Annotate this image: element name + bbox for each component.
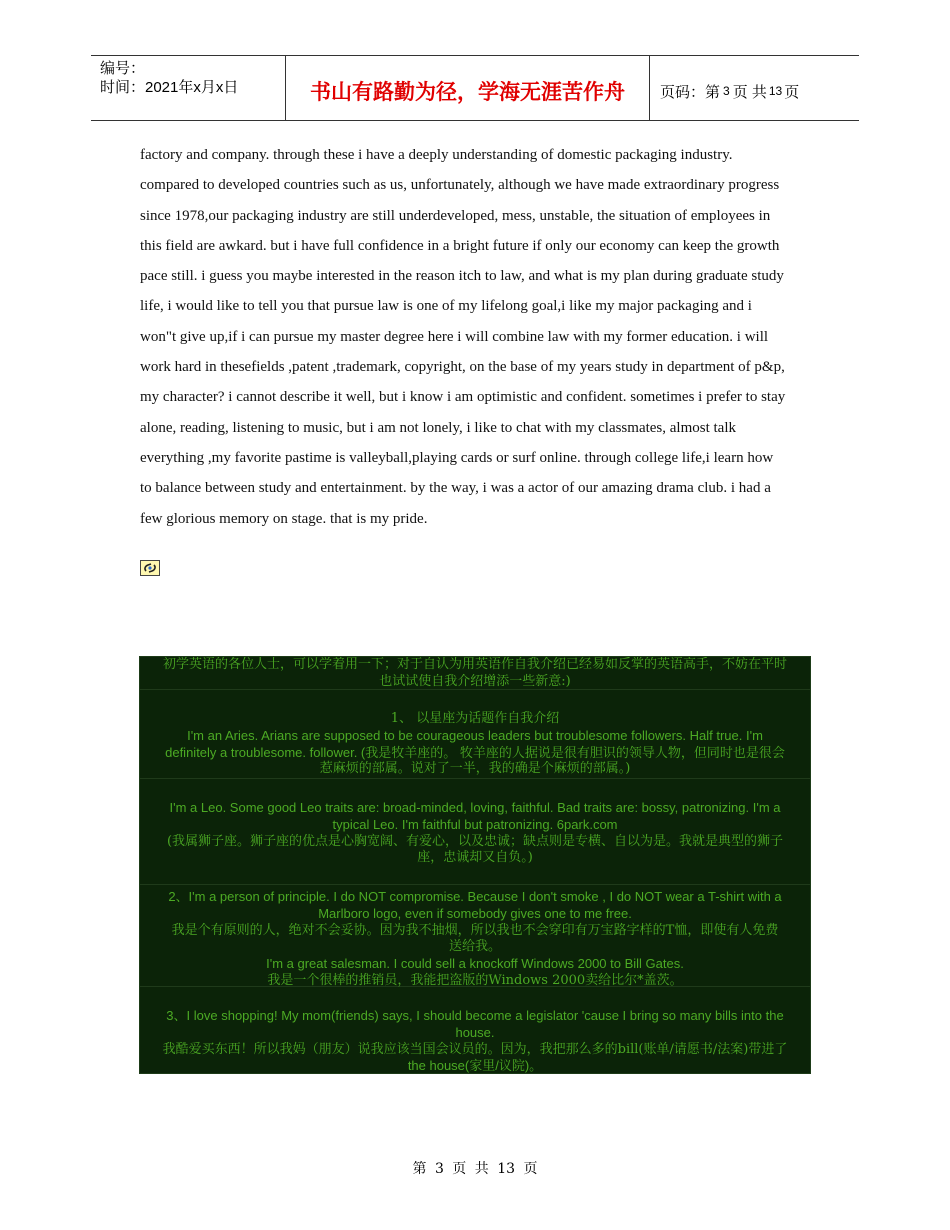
page-footer: 第 3 页 共 13 页 <box>412 1161 538 1177</box>
panel-line: 也试试使自我介绍增添一些新意:) <box>379 673 571 689</box>
body-line: compared to developed countries such as us, unfortunately, although we have made extraordinary progress <box>140 177 780 194</box>
panel-line: (我属狮子座。狮子座的优点是心胸宽阔、有爱心，以及忠诚；缺点则是专横、自以为是。我就是典型的狮子 <box>166 833 784 849</box>
page-prefix: 页码：第 <box>660 83 721 101</box>
page-mid: 页 共 <box>732 83 767 101</box>
panel-line: 初学英语的各位人士，可以学着用一下；对于自认为用英语作自我介绍已经易如反掌的英语高手，不妨在平时 <box>162 657 787 672</box>
panel-line: I'm a Leo. Some good Leo traits are: broad-minded, loving, faithful. Bad traits are: bossy, patronizing. I'm a <box>169 800 781 815</box>
header-number-label: 编号： <box>100 60 146 77</box>
body-line: alone, reading, listening to music, but i am not lonely, i like to chat with my classmates, almost talk <box>140 419 737 436</box>
body-line: since 1978,our packaging industry are still underdeveloped, mess, unstable, the situation of employees in <box>140 207 771 224</box>
panel-line: typical Leo. I'm faithful but patronizing. 6park.com <box>332 816 618 832</box>
panel-line: the house(家里/议院)。 <box>407 1058 543 1074</box>
object-link-icon[interactable] <box>140 560 160 576</box>
panel-line: 送给我。 <box>448 939 501 955</box>
body-line: few glorious memory on stage. that is my pride. <box>140 510 428 527</box>
panel-line: 我是个有原则的人，绝对不会妥协。因为我不抽烟，所以我也不会穿印有万宝路字样的T恤，即使有人免费 <box>171 922 779 938</box>
body-line: pace still. i guess you maybe interested in the reason itch to law, and what is my plan during graduate study <box>140 268 784 285</box>
panel-section-3 <box>140 987 810 1074</box>
header-meta-cell <box>91 56 286 120</box>
body-line: this field are awkard. but i have full confidence in a bright future if only our economy can keep the growth <box>140 237 780 254</box>
body-line: work hard in thesefields ,patent ,trademark, copyright, on the base of my years study in department of p&p, <box>140 359 785 376</box>
panel-section-1b <box>140 779 810 885</box>
page-suffix: 页 <box>784 83 800 101</box>
panel-line: 2、I'm a person of principle. I do NOT compromise. Because I don't smoke , I do NOT wear a T-shirt with a <box>168 889 782 904</box>
object-link-glyph <box>143 562 157 574</box>
body-text <box>140 140 820 534</box>
body-line: to balance between study and entertainment. by the way, i was a actor of our amazing drama club. i had a <box>140 480 771 497</box>
header-time-label: 时间：2021年x月x日 <box>100 79 239 96</box>
panel-section-2 <box>140 885 810 987</box>
body-line: everything ,my favorite pastime is valleyball,playing cards or surf online. through college life,i learn how <box>140 449 774 466</box>
page-current: 3 <box>723 84 730 98</box>
panel-line: 1、 以星座为话题作自我介绍 <box>390 711 560 726</box>
body-line: life, i would like to tell you that pursue law is one of my lifelong goal,i like my major packaging and i <box>140 298 752 315</box>
header-motto: 书山有路勤为径，学海无涯苦作舟 <box>286 56 650 120</box>
page-total: 13 <box>768 84 783 98</box>
panel-line: I'm an Aries. Arians are supposed to be courageous leaders but troublesome followers. Half true. I'm <box>187 727 763 743</box>
panel-line: 惹麻烦的部属。说对了一半，我的确是个麻烦的部属。) <box>319 761 631 777</box>
panel-line: 我酷爱买东西！所以我妈（朋友）说我应该当国会议员的。因为，我把那么多的bill(账单/请愿书/法案)带进了 <box>162 1041 788 1057</box>
panel-section-1 <box>140 690 810 779</box>
body-line: my character? i cannot describe it well, but i know i am optimistic and confident. sometimes i prefer to stay <box>140 389 786 406</box>
body-line: factory and company. through these i have a deeply understanding of domestic packaging industry. <box>140 147 733 163</box>
panel-line: 3、I love shopping! My mom(friends) says, I should become a legislator 'cause I bring so many bills into the <box>166 1008 784 1023</box>
panel-line: Marlboro logo, even if somebody gives one to me free. <box>318 905 632 921</box>
self-intro-panel <box>139 656 811 1074</box>
body-line: won"t give up,if i can pursue my master degree here i will combine law with my former education. i will <box>140 328 769 345</box>
panel-line: house. <box>455 1024 495 1040</box>
panel-line: I'm a great salesman. I could sell a knockoff Windows 2000 to Bill Gates. <box>266 956 684 972</box>
panel-line: 座，忠诚却又自负。) <box>417 850 533 866</box>
panel-line: 我是一个很棒的推销员，我能把盗版的Windows 2000卖给比尔*盖茨。 <box>267 972 683 988</box>
header-page-number <box>650 56 859 120</box>
page-header <box>91 55 859 121</box>
panel-intro <box>140 657 810 690</box>
panel-line: definitely a troublesome. follower. (我是牧羊座的。 牧羊座的人据说是很有胆识的领导人物，但同时也是很会 <box>165 744 785 760</box>
